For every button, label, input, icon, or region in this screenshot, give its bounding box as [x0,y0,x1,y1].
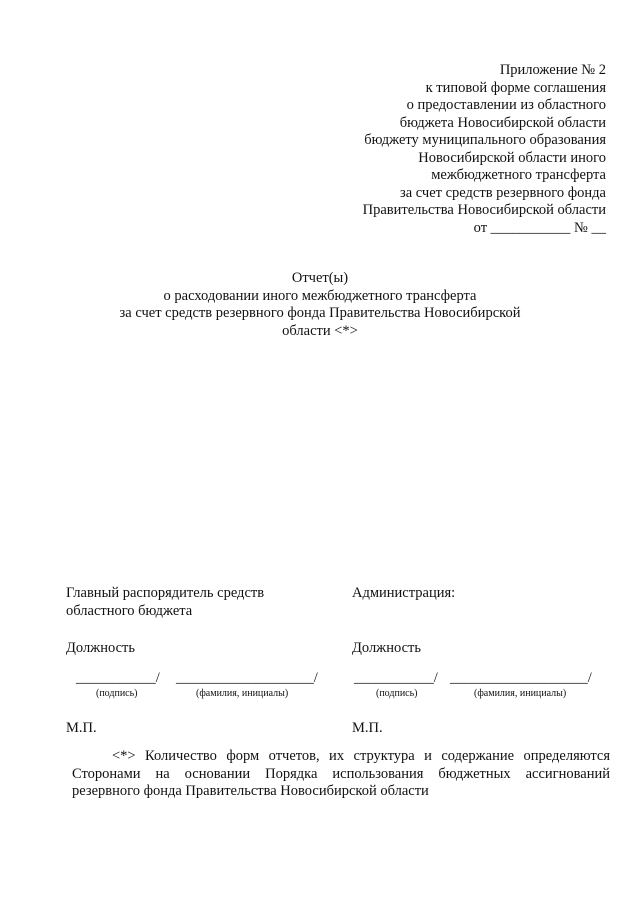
left-signature-block [66,585,346,737]
appendix-line: Правительства Новосибирской области [362,202,606,218]
name-hint: (фамилия, инициалы) [196,687,289,699]
appendix-line: Приложение № 2 [499,62,606,78]
name-line: ___________________/ [176,669,318,686]
right-position-label: Должность [352,640,421,656]
left-signature-row [66,670,346,702]
appendix-line: бюджету муниципального образования [364,132,606,148]
appendix-header [276,62,606,237]
document-title [0,270,640,340]
appendix-date-number: от ___________ № __ [473,219,606,236]
stamp-place: М.П. [66,719,97,736]
left-signatory-label: областного бюджета [66,602,193,619]
stamp-place: М.П. [352,719,383,736]
right-signature-block [352,585,612,737]
appendix-line: к типовой форме соглашения [425,79,606,96]
appendix-line: межбюджетного трансферта [431,167,606,183]
title-line: о расходовании иного межбюджетного трансферта [163,287,477,304]
title-line: за счет средств резервного фонда Правительства Новосибирской [119,305,521,321]
signature-line: ___________/ [76,669,160,686]
name-hint: (фамилия, инициалы) [474,687,567,699]
appendix-line: о предоставлении из областного [406,97,606,113]
left-signatory-label: Главный распорядитель средств [66,585,265,601]
name-line: ___________________/ [450,669,592,686]
signature-hint: (подпись) [376,687,418,699]
appendix-line: Новосибирской области иного [418,149,606,166]
signature-line: ___________/ [354,669,438,686]
appendix-line: бюджета Новосибирской области [399,114,606,131]
signature-hint: (подпись) [96,687,138,699]
appendix-line: за счет средств резервного фонда [400,184,606,201]
left-position-label: Должность [66,640,135,656]
right-signature-row [352,670,612,702]
title-line: области <*> [282,322,358,339]
right-signatory-label: Администрация: [352,585,456,601]
footnote: <*> Количество форм отчетов, их структура и содержание определяются Сторонами на основании Порядка использования бюджетных ассигнований резервного фонда Правительства Новосибирской области [72,748,610,799]
title-line: Отчет(ы) [291,270,349,286]
